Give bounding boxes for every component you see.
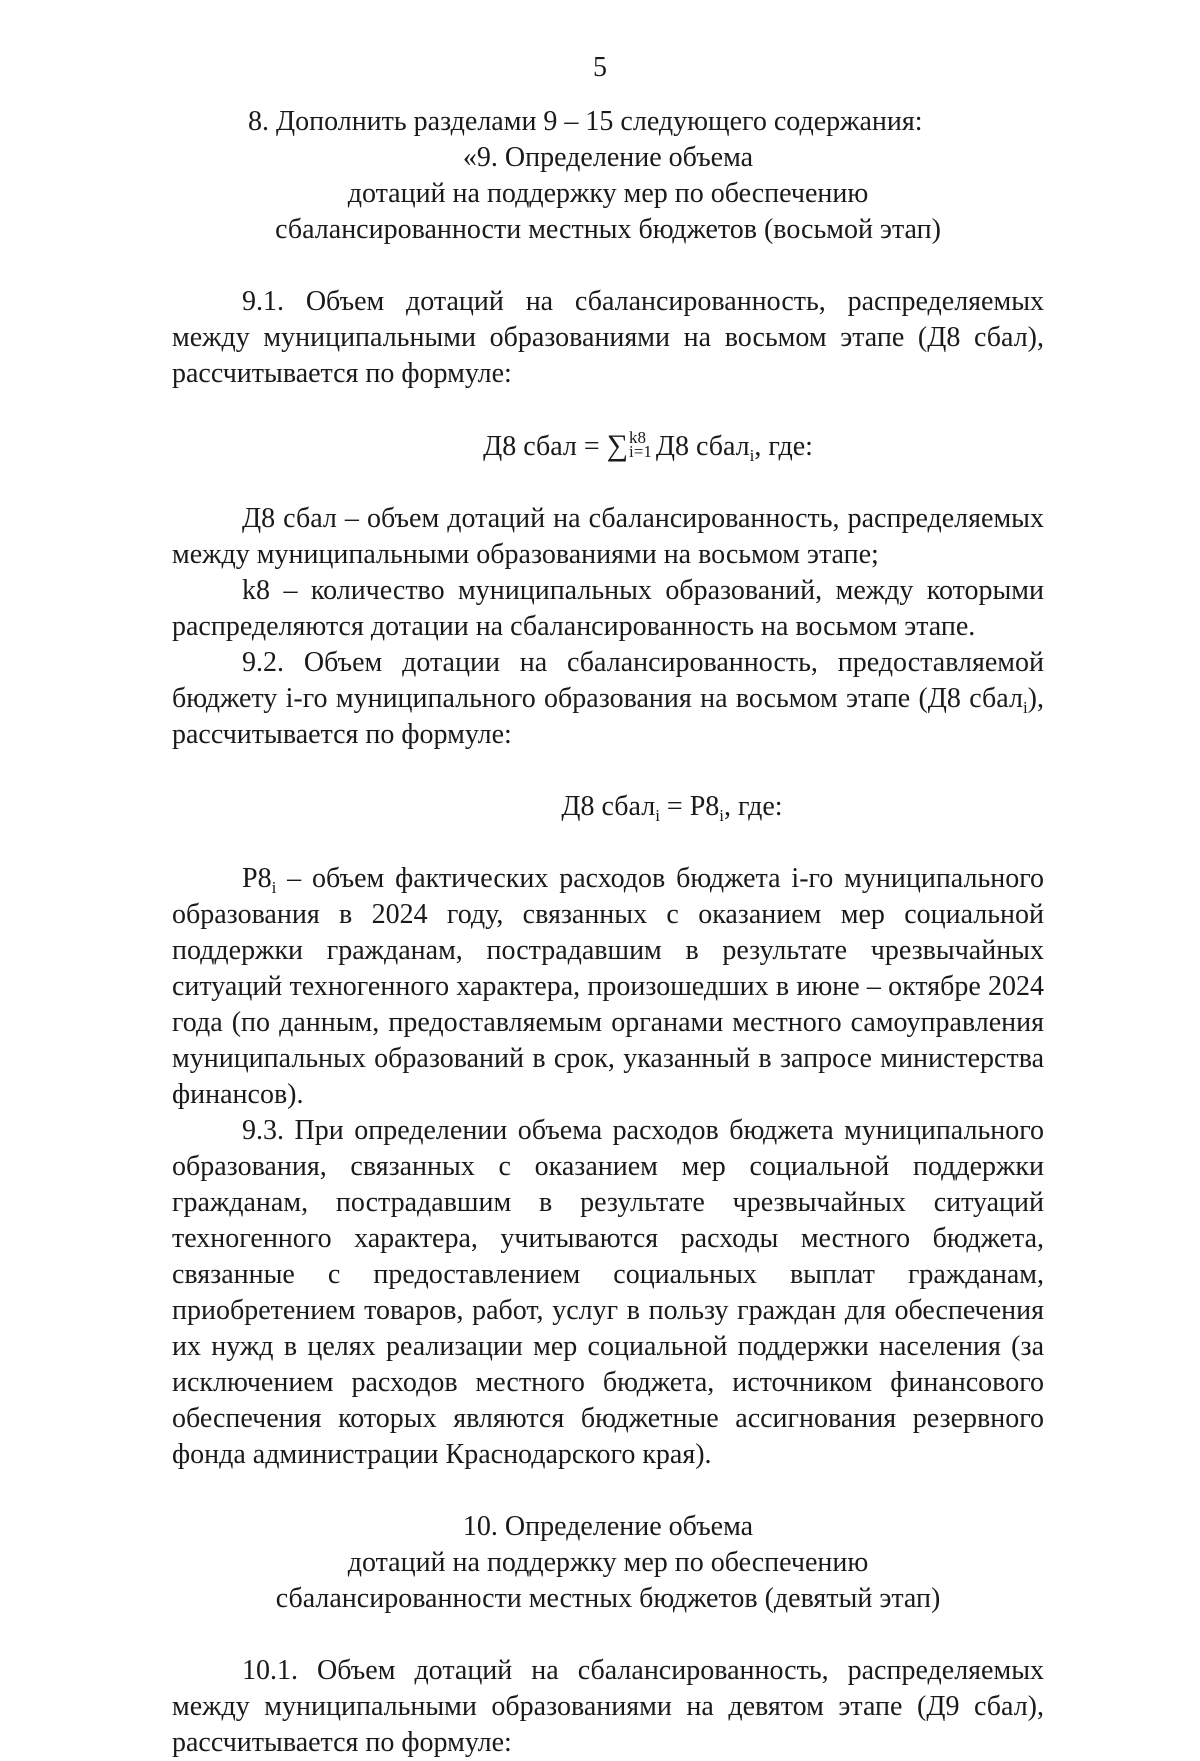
section-10-heading bbox=[172, 1509, 1044, 1617]
spacer bbox=[172, 465, 1044, 501]
section-10-heading-line-3: сбалансированности местных бюджетов (девятый этап) bbox=[275, 1583, 941, 1614]
definition-p8-subscript: i bbox=[271, 878, 277, 897]
page-number: 5 bbox=[593, 52, 607, 83]
paragraph-9-3: 9.3. При определении объема расходов бюджета муниципального образования, связанных с оказанием мер социальной поддержки гражданам, пострадавшим в результате чрезвычайных ситуаций техногенного характера, учитываются расходы местного бюджета, связанные с предоставлением социальных выплат гражданам, приобретением товаров, работ, услуг в пользу граждан для обеспечения их нужд в целях реализации мер социальной поддержки населения (за исключением расходов местного бюджета, источником финансового обеспечения которых являются бюджетные ассигнования резервного фонда администрации Краснодарского края). bbox=[172, 1115, 1044, 1470]
formula-lhs: Д8 сбал = bbox=[483, 431, 600, 462]
sum-upper-limit: k8 bbox=[629, 427, 647, 447]
definition-p8-text: – объем фактических расходов бюджета i-го муниципального образования в 2024 году, связанных с оказанием мер социальной поддержки гражданам, пострадавшим в результате чрезвычайных ситуаций техногенного характера, произошедших в июне – октябре 2024 года (по данным, предоставляемым органами местного самоуправления муниципальных образований в срок, указанный в запросе министерства финансов). bbox=[172, 863, 1044, 1110]
spacer bbox=[172, 753, 1044, 789]
paragraph-9-2-text-end: ), рассчитывается по формуле: bbox=[172, 683, 1044, 750]
spacer bbox=[172, 1617, 1044, 1653]
formula-d8-i bbox=[236, 789, 1108, 825]
formula-term: Д8 сбал bbox=[655, 431, 750, 462]
section-10-heading-line-1: 10. Определение объема bbox=[462, 1511, 754, 1542]
spacer bbox=[172, 392, 1044, 428]
paragraph-10-1: 10.1. Объем дотаций на сбалансированность, распределяемых между муниципальными образованиями на девятом этапе (Д9 сбал), рассчитывается по формуле: bbox=[172, 1655, 1044, 1758]
formula-suffix: , где: bbox=[754, 431, 813, 462]
section-9-heading-line-3: сбалансированности местных бюджетов (восьмой этап) bbox=[275, 214, 941, 245]
formula-d8-sum bbox=[212, 428, 1084, 465]
spacer bbox=[172, 248, 1044, 284]
definition-d8: Д8 сбал – объем дотаций на сбалансированность, распределяемых между муниципальными образованиями на восьмом этапе; bbox=[172, 503, 1044, 570]
section-9-heading bbox=[172, 140, 1044, 248]
definition-p8-symbol: Р8 bbox=[242, 863, 272, 894]
formula-term-subscript: i bbox=[749, 446, 755, 465]
paragraph-9-2 bbox=[172, 645, 1044, 753]
spacer bbox=[172, 825, 1044, 861]
spacer bbox=[172, 1473, 1044, 1509]
document-body bbox=[172, 104, 1044, 1761]
sum-lower-limit: i=1 bbox=[629, 441, 652, 461]
paragraph-9-1: 9.1. Объем дотаций на сбалансированность, распределяемых между муниципальными образованиями на восьмом этапе (Д8 сбал), рассчитывается по формуле: bbox=[172, 286, 1044, 389]
paragraph-9-2-subscript: i bbox=[1022, 698, 1028, 717]
formula2-lhs: Д8 сбал bbox=[561, 791, 656, 822]
paragraph-9-2-text: 9.2. Объем дотации на сбалансированность, предоставляемой бюджету i-го муниципального образования на восьмом этапе (Д8 сбал bbox=[172, 647, 1044, 714]
section-9-heading-line-2: дотаций на поддержку мер по обеспечению bbox=[347, 178, 869, 209]
section-10-heading-line-2: дотаций на поддержку мер по обеспечению bbox=[347, 1547, 869, 1578]
formula2-suffix: , где: bbox=[724, 791, 783, 822]
section-9-heading-line-1: «9. Определение объема bbox=[462, 142, 754, 173]
formula2-mid: = Р8 bbox=[659, 791, 720, 822]
definition-k8: k8 – количество муниципальных образований, между которыми распределяются дотации на сбалансированность на восьмом этапе. bbox=[172, 575, 1044, 642]
intro-paragraph: 8. Дополнить разделами 9 – 15 следующего содержания: bbox=[248, 106, 923, 137]
formula2-lhs-subscript: i bbox=[655, 806, 660, 825]
sum-limits bbox=[629, 427, 652, 461]
definition-p8 bbox=[172, 861, 1044, 1113]
sigma-symbol: ∑ bbox=[606, 429, 629, 462]
formula2-mid-subscript: i bbox=[719, 806, 725, 825]
